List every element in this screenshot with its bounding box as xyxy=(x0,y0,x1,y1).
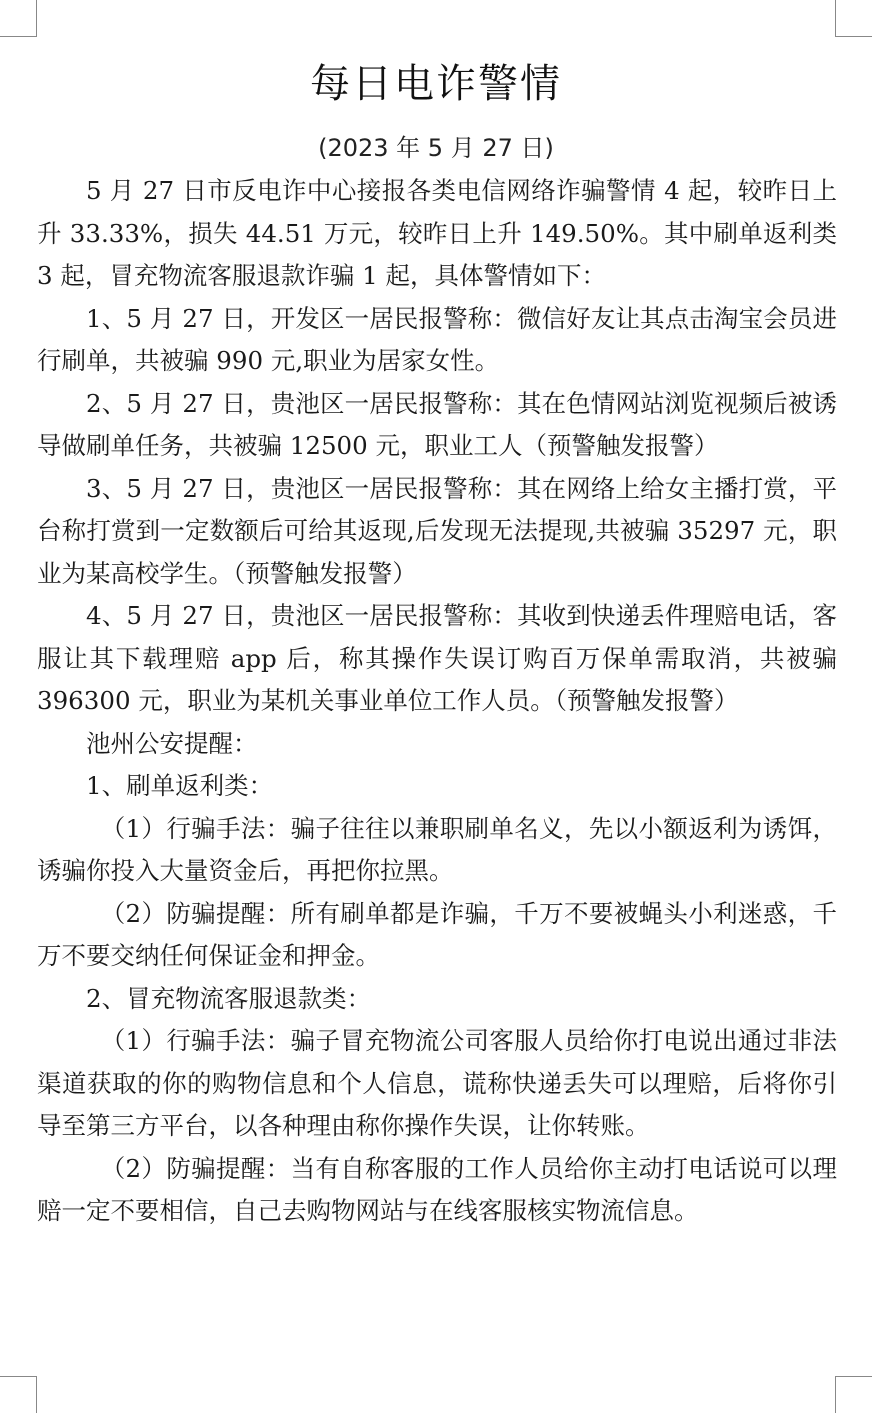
document-title: 每日电诈警情 xyxy=(310,61,562,107)
summary-paragraph: 5 月 27 日市反电诈中心接报各类电信网络诈骗警情 4 起，较昨日上升 33.33%，损失 44.51 万元，较昨日上升 149.50%。其中刷单返利类 3 起，冒充物流客服退款诈骗 1 起，具体警情如下： xyxy=(37,176,837,290)
crop-mark-top-left xyxy=(0,0,37,37)
case-item: 2、5 月 27 日，贵池区一居民报警称：其在色情网站浏览视频后被诱导做刷单任务，共被骗 12500 元，职业工人（预警触发报警） xyxy=(37,388,837,460)
case-item: 3、5 月 27 日，贵池区一居民报警称：其在网络上给女主播打赏，平台称打赏到一定数额后可给其返现,后发现无法提现,共被骗 35297 元，职业为某高校学生。（预警触发报警） xyxy=(37,473,837,588)
reminder-heading: 池州公安提醒： xyxy=(86,728,258,758)
document-body xyxy=(37,170,837,1233)
crop-mark-top-right xyxy=(835,0,872,37)
category-1-method: （1）行骗手法：骗子往往以兼职刷单名义，先以小额返利为诱饵，诱骗你投入大量资金后，再把你拉黑。 xyxy=(37,813,837,885)
crop-mark-bottom-left xyxy=(0,1376,37,1413)
category-1-tip: （2）防骗提醒：所有刷单都是诈骗，千万不要被蝇头小利迷惑，千万不要交纳任何保证金和押金。 xyxy=(37,898,837,970)
category-2-tip: （2）防骗提醒：当有自称客服的工作人员给你主动打电话说可以理赔一定不要相信，自己去购物网站与在线客服核实物流信息。 xyxy=(37,1153,837,1225)
category-2-heading: 2、冒充物流客服退款类： xyxy=(86,983,372,1013)
crop-mark-bottom-right xyxy=(835,1376,872,1413)
case-item: 4、5 月 27 日，贵池区一居民报警称：其收到快递丢件理赔电话，客服让其下载理赔 app 后，称其操作失误订购百万保单需取消，共被骗 396300 元，职业为某机关事业单位工作人员。（预警触发报警） xyxy=(37,601,837,715)
category-1-heading: 1、刷单返利类： xyxy=(86,771,274,800)
case-item: 1、5 月 27 日，开发区一居民报警称：微信好友让其点击淘宝会员进行刷单，共被骗 990 元,职业为居家女性。 xyxy=(37,303,837,375)
category-2-method: （1）行骗手法：骗子冒充物流公司客服人员给你打电说出通过非法渠道获取的你的购物信息和个人信息，谎称快递丢失可以理赔，后将你引导至第三方平台，以各种理由称你操作失误，让你转账。 xyxy=(37,1026,837,1140)
document-date: (2023 年 5 月 27 日) xyxy=(318,134,554,162)
